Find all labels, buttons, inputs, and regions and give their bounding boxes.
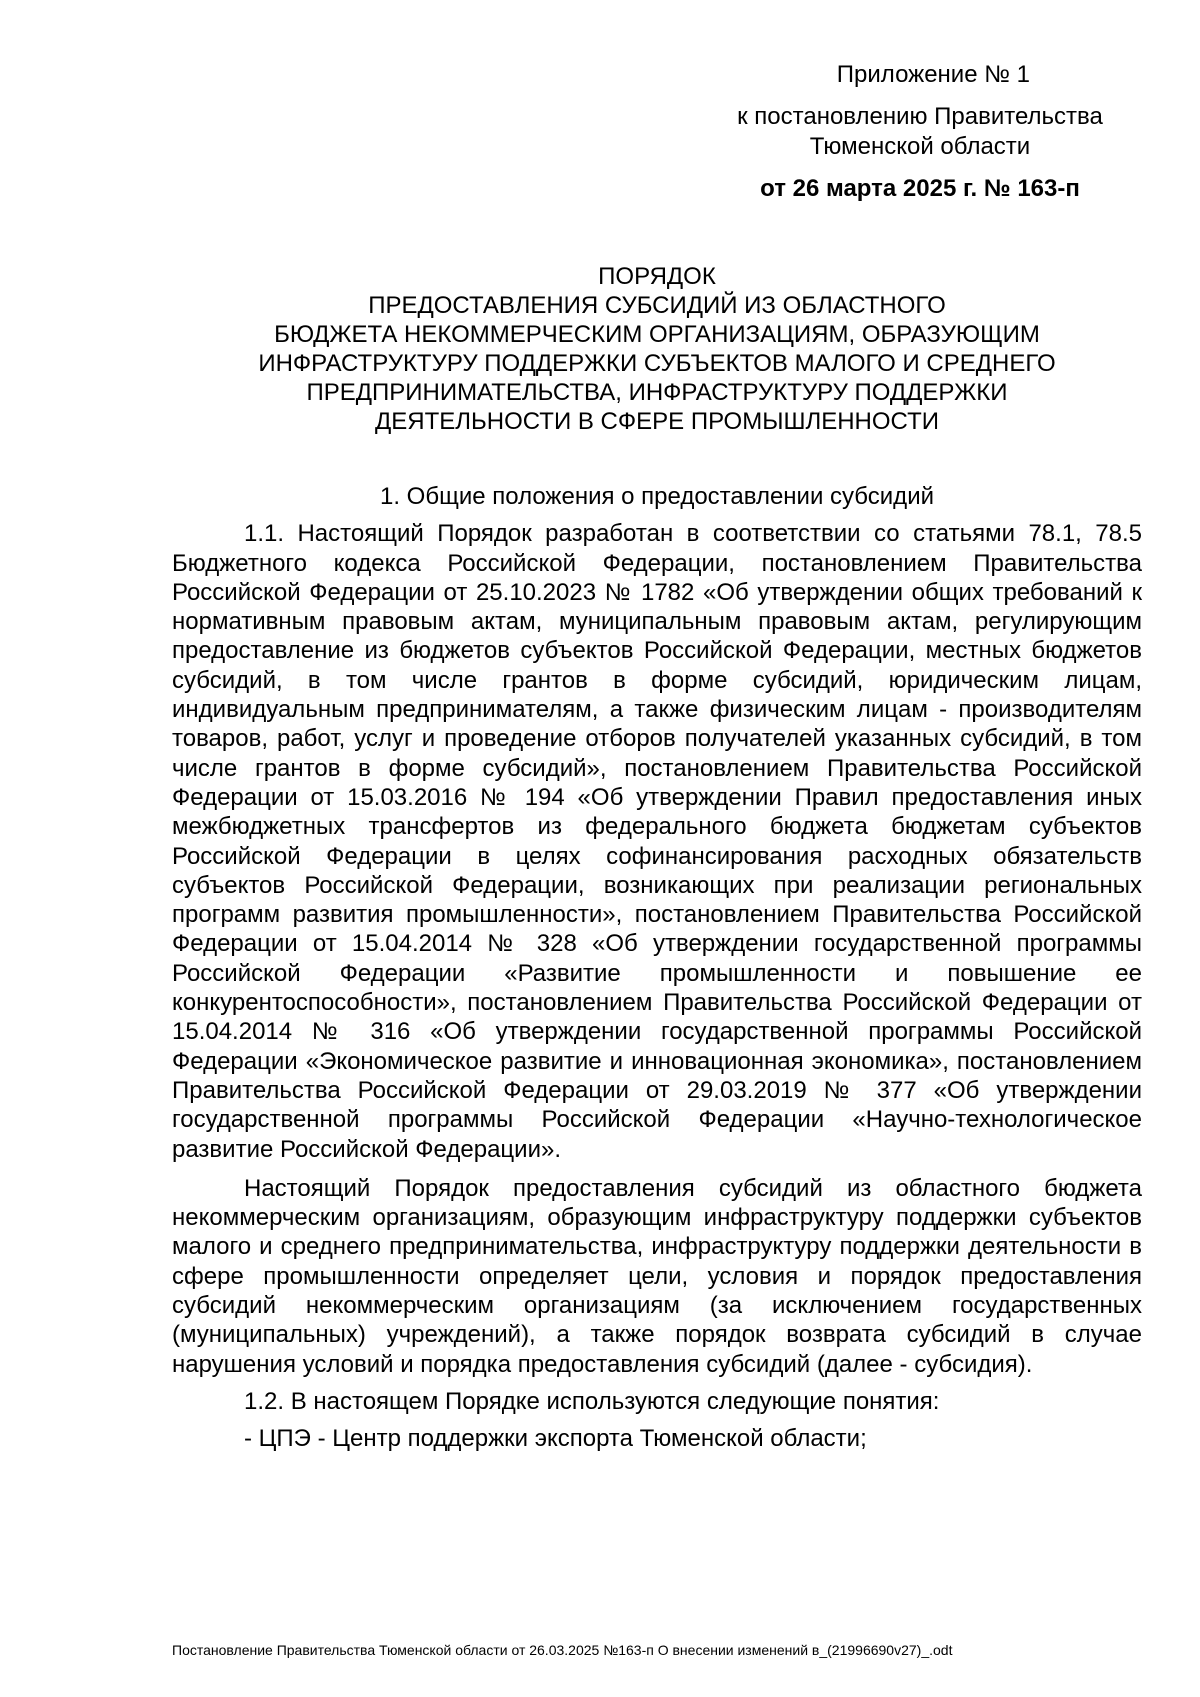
page-footer: Постановление Правительства Тюменской области от 26.03.2025 №163-п О внесении изменений в_(21996690v27)_.odt: [172, 1642, 953, 1658]
appendix-date: от 26 марта 2025 г. № 163-п: [760, 175, 1080, 202]
section-heading: 1. Общие положения о предоставлении субсидий: [379, 483, 934, 510]
title-line: БЮДЖЕТА НЕКОММЕРЧЕСКИМ ОРГАНИЗАЦИЯМ, ОБРАЗУЮЩИМ: [274, 321, 1040, 348]
title-line: ПРЕДОСТАВЛЕНИЯ СУБСИДИЙ ИЗ ОБЛАСТНОГО: [368, 292, 946, 319]
paragraph-1-1: 1.1. Настоящий Порядок разработан в соответствии со статьями 78.1, 78.5 Бюджетного кодекса Российской Федерации, постановлением Правительства Российской Федерации от 25.10.2023 № 1782 «Об утверждении общих требований к нормативным правовым актам, муниципальным правовым актам, регулирующим предоставление из бюджетов субъектов Российской Федерации, местных бюджетов субсидий, в том числе грантов в форме субсидий, юридическим лицам, индивидуальным предпринимателям, а также физическим лицам - производителям товаров, работ, услуг и проведение отборов получателей указанных субсидий, в том числе грантов в форме субсидий», постановлением Правительства Российской Федерации от 15.03.2016 № 194 «Об утверждении Правил предоставления иных межбюджетных трансфертов из федерального бюджета бюджетам субъектов Российской Федерации в целях софинансирования расходных обязательств субъектов Российской Федерации, возникающих при реализации региональных программ развития промышленности», постановлением Правительства Российской Федерации от 15.04.2014 № 328 «Об утверждении государственной программы Российской Федерации «Развитие промышленности и повышение ее конкурентоспособности», постановлением Правительства Российской Федерации от 15.04.2014 № 316 «Об утверждении государственной программы Российской Федерации «Экономическое развитие и инновационная экономика», постановлением Правительства Российской Федерации от 29.03.2019 № 377 «Об утверждении государственной программы Российской Федерации «Научно-технологическое развитие Российской Федерации».: [172, 520, 1142, 1163]
title-line: ПОРЯДОК: [598, 263, 716, 290]
paragraph-1-2: 1.2. В настоящем Порядке используются следующие понятия:: [244, 1387, 940, 1415]
title-line: ПРЕДПРИНИМАТЕЛЬСТВА, ИНФРАСТРУКТУРУ ПОДДЕРЖКИ: [306, 379, 1008, 406]
document-title: [172, 262, 1142, 436]
title-line: ДЕЯТЕЛЬНОСТИ В СФЕРЕ ПРОМЫШЛЕННОСТИ: [375, 408, 939, 435]
appendix-block: [700, 60, 1140, 204]
title-line: ИНФРАСТРУКТУРУ ПОДДЕРЖКИ СУБЪЕКТОВ МАЛОГО И СРЕДНЕГО: [258, 350, 1056, 377]
appendix-reference: к постановлению Правительства Тюменской области: [737, 103, 1103, 160]
document-body: [172, 482, 1142, 1454]
paragraph-1-1-continued: Настоящий Порядок предоставления субсидий из областного бюджета некоммерческим организациям, образующим инфраструктуру поддержки субъектов малого и среднего предпринимательства, инфраструктуру поддержки деятельности в сфере промышленности определяет цели, условия и порядок предоставления субсидий некоммерческим организациям (за исключением государственных (муниципальных) учреждений), а также порядок возврата субсидий в случае нарушения условий и порядка предоставления субсидий (далее - субсидия).: [172, 1174, 1142, 1378]
appendix-number: Приложение № 1: [836, 61, 1030, 88]
definition-item: - ЦПЭ - Центр поддержки экспорта Тюменской области;: [244, 1425, 867, 1453]
